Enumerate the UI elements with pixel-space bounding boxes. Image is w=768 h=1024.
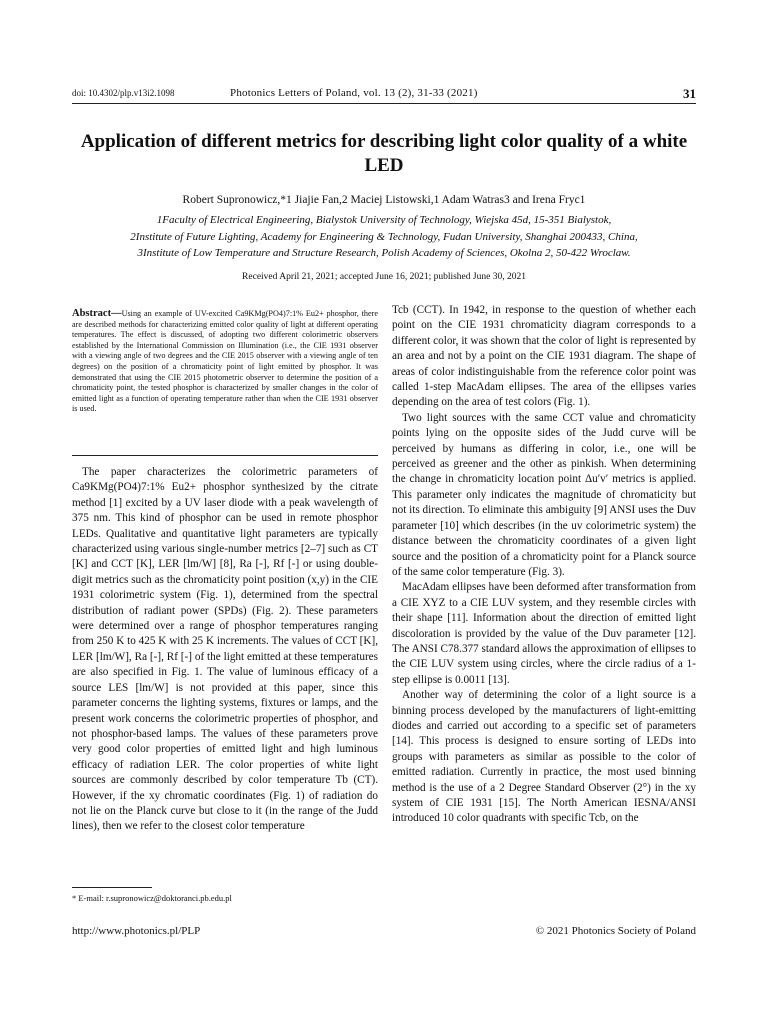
abstract-text: Using an example of UV-excited Ca9KMg(PO4)7:1% Eu2+ phosphor, there are described methods for characterizing emitted color quality of light at different operating temperatures. The effect is discussed, of adopting two different colorimetric observers established by the International Commission on Illumination (i.e., the CIE 1931 observer with a viewing angle of two degrees and the CIE 2015 observer with a viewing angle of ten degrees) on the position of a chromaticity point of light emitted by phosphor. It was demonstrated that using the CIE 2015 photometric observer to determine the position of a chromaticity point, the tested phosphor is characterized by smaller changes in the color of emitted light as a function of operating temperature rather than when the CIE 1931 observer is used. bbox=[72, 309, 378, 414]
author-list: Robert Supronowicz,*1 Jiajie Fan,2 Maciej Listowski,1 Adam Watras3 and Irena Fryc1 bbox=[182, 194, 586, 206]
affiliation-3: 3Institute of Low Temperature and Structure Research, Polish Academy of Sciences, Okolna 2, 50-422 Wroclaw. bbox=[137, 247, 631, 259]
running-header bbox=[72, 86, 696, 102]
paper-title: Application of different metrics for describing light color quality of a white LED bbox=[80, 131, 688, 176]
abstract bbox=[72, 309, 378, 415]
abstract-label: Abstract— bbox=[72, 308, 122, 319]
footer-copyright: © 2021 Photonics Society of Poland bbox=[535, 925, 696, 937]
footer-url-link[interactable]: http://www.photonics.pl/PLP bbox=[72, 925, 201, 937]
body-paragraph: Another way of determining the color of a light source is a binning process developed by the manufacturers of light-emitting diodes and carried out according to a specific set of parameters [14]. This process is designed to ensure sorting of LEDs into groups with parameters as similar as possible to the color of emitted radiation. Currently in practice, the most used binning method is the use of a 2 Degree Standard Observer (2°) in the xy system of CIE 1931 [15]. The North American IESNA/ANSI introduced 10 color quadrants with specific Tcb, on the bbox=[392, 689, 696, 825]
body-paragraph: Two light sources with the same CCT value and chromaticity points lying on the opposite sides of the Judd curve will be perceived by humans as differing in color, i.e., one will be perceived as greener and the other as pinkish. When determining the change in chromaticity location point Δu′v′ metrics is applied. This parameter only indicates the magnitude of chromaticity but not its direction. To eliminate this ambiguity [9] ANSI uses the Duv parameter [10] which describes (in the uv colorimetric system) the distance between the chromaticity coordinates of a given light source and the position of a chromaticity point for a Planck source of the same color temperature (Fig. 3). bbox=[392, 411, 696, 578]
affiliation-1: 1Faculty of Electrical Engineering, Bialystok University of Technology, Wiejska 45d, 15-351 Bialystok, bbox=[156, 214, 612, 226]
body-column-left bbox=[72, 465, 378, 835]
body-paragraph: The paper characterizes the colorimetric parameters of Ca9KMg(PO4)7:1% Eu2+ phosphor synthesized by the citrate method [1] excited by a UV laser diode with a peak wavelength of 375 nm. This kind of phosphor can be used in remote phosphor LEDs. Qualitative and quantitative light parameters are typically characterized using various single-number metrics [2–7] such as CT [K] and CCT [K], LER [lm/W] [8], Ra [-], Rf [-] or using double-digit metrics such as the chromaticity point position (x,y) in the CIE 1931 colorimetric system (Fig. 1), determined from the spectral distribution of radiant power (SPDs) (Fig. 2). These parameters were determined over a range of phosphor temperatures ranging from 250 K to 425 K with 25 K increments. The values of CCT [K], LER [lm/W], Ra [-], Rf [-] of the light emitted at these temperatures are also specified in Fig. 1. The value of luminous efficacy of a source LES [lm/W] is not provided at this paper, since this parameter concerns the lighting systems, fixtures or lamps, and the present work concerns the colorimetric properties of phosphor, and not phosphor-based lamps. The values of these parameters prove very good color properties of emitted light and high luminous efficacy of radiation LER. The color properties of white light sources are commonly described by color temperature Tb (CT). However, if the xy chromatic coordinates (Fig. 1) of radiation do not lie on the Planck curve but close to it (in the range of the Judd lines), then we refer to the closest color temperature bbox=[72, 466, 378, 833]
journal-citation: Photonics Letters of Poland, vol. 13 (2), 31-33 (2021) bbox=[230, 87, 478, 99]
body-paragraph: MacAdam ellipses have been deformed after transformation from a CIE XYZ to a CIE LUV system, and they resemble circles with their shape [11]. Information about the direction of emitted light discoloration is provided by the value of the Duv parameter [12]. The ANSI C78.377 standard allows the approximation of ellipses to the CIE LUV system using circles, where the circle radius of a 1-step ellipse is 0.0011 [13]. bbox=[392, 581, 696, 686]
body-column-right bbox=[392, 303, 696, 827]
footnote-email[interactable]: * E-mail: r.supronowicz@doktoranci.pb.edu.pl bbox=[72, 893, 232, 903]
affiliations bbox=[72, 212, 696, 262]
page-number: 31 bbox=[683, 86, 696, 101]
doi[interactable]: doi: 10.4302/plp.v13i2.1098 bbox=[72, 88, 175, 98]
body-paragraph: Tcb (CCT). In 1942, in response to the question of whether each point on the CIE 1931 chromaticity diagram corresponds to a different color, it was shown that the color of light is represented by an area and not by a point on the CIE 1931 diagram. The shape of areas of color indistinguishable from the reference color point was called 1-step MacAdam ellipses. The area of the ellipses varies depending on the area of test colors (Fig. 1). bbox=[392, 304, 696, 409]
footnote-rule bbox=[72, 887, 152, 888]
affiliation-2: 2Institute of Future Lighting, Academy for Engineering & Technology, Fudan University, Shanghai 200433, China, bbox=[130, 230, 638, 243]
publication-dates: Received April 21, 2021; accepted June 16, 2021; published June 30, 2021 bbox=[242, 272, 526, 282]
header-rule bbox=[72, 103, 696, 104]
abstract-rule bbox=[72, 455, 378, 456]
